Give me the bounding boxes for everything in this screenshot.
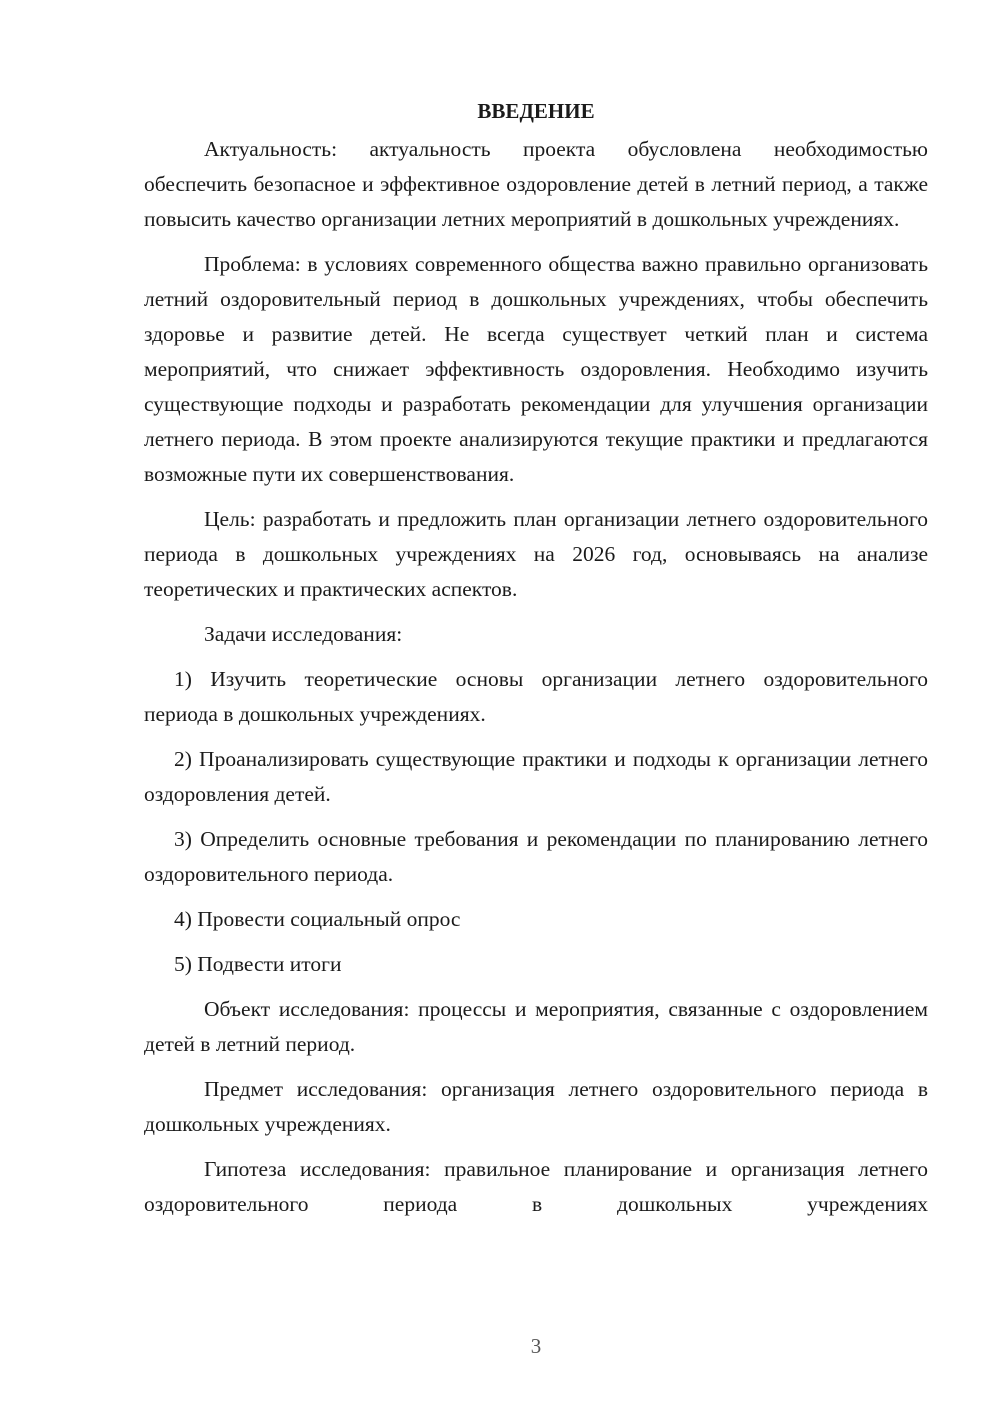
paragraph-problem: Проблема: в условиях современного общества важно правильно организовать летний оздоровительный период в дошкольных учреждениях, чтобы обеспечить здоровье и развитие детей. Не всегда существует четкий план и система мероприятий, что снижает эффективность оздоровления. Необходимо изучить существующие подходы и разработать рекомендации для улучшения организации летнего периода. В этом проекте анализируются текущие практики и предлагаются возможные пути их совершенствования. — [144, 252, 928, 486]
task-item-3: 3) Определить основные требования и рекомендации по планированию летнего оздоровительного периода. — [144, 827, 928, 886]
task-item-2: 2) Проанализировать существующие практики и подходы к организации летнего оздоровления детей. — [144, 747, 928, 806]
document-page — [144, 96, 928, 1232]
tasks-heading: Задачи исследования: — [204, 622, 403, 646]
paragraph-hypothesis: Гипотеза исследования: правильное планирование и организация летнего оздоровительного периода в дошкольных учреждениях — [144, 1157, 928, 1216]
task-item-1: 1) Изучить теоретические основы организации летнего оздоровительного периода в дошкольных учреждениях. — [144, 667, 928, 726]
paragraph-object: Объект исследования: процессы и мероприятия, связанные с оздоровлением детей в летний период. — [144, 997, 928, 1056]
task-item-5: 5) Подвести итоги — [174, 952, 342, 976]
paragraph-subject: Предмет исследования: организация летнего оздоровительного периода в дошкольных учреждениях. — [144, 1077, 928, 1136]
paragraph-goal: Цель: разработать и предложить план организации летнего оздоровительного периода в дошкольных учреждениях на 2026 год, основываясь на анализе теоретических и практических аспектов. — [144, 507, 928, 601]
task-item-4: 4) Провести социальный опрос — [174, 907, 461, 931]
page-number: 3 — [530, 1334, 542, 1358]
paragraph-relevance: Актуальность: актуальность проекта обусловлена необходимостью обеспечить безопасное и эффективное оздоровление детей в летний период, а также повысить качество организации летних мероприятий в дошкольных учреждениях. — [144, 137, 928, 231]
section-title: ВВЕДЕНИЕ — [477, 99, 595, 123]
